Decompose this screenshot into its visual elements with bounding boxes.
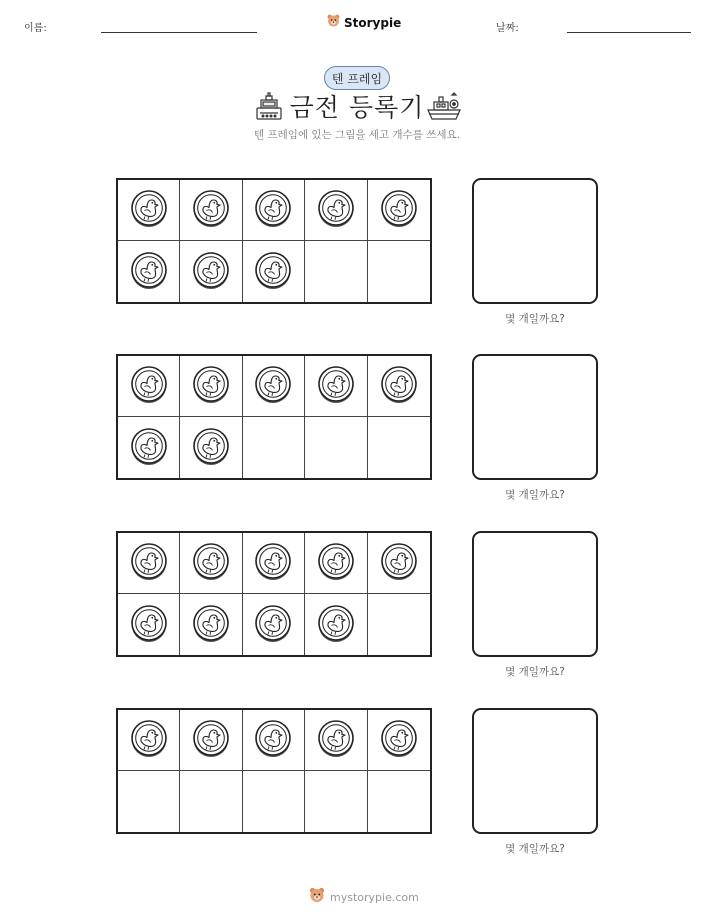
ten-frame-cell xyxy=(118,533,180,594)
name-label: 이름: xyxy=(24,23,47,34)
ten-frame-cell xyxy=(368,533,430,594)
duck-coin-icon xyxy=(379,541,419,585)
ten-frame-cell xyxy=(118,710,180,771)
ten-frame xyxy=(116,531,432,657)
answer-box[interactable] xyxy=(472,708,598,834)
ten-frame-cell xyxy=(243,533,305,594)
answer-box[interactable] xyxy=(472,531,598,657)
duck-coin-icon xyxy=(129,426,169,470)
ten-frame-cell xyxy=(180,771,242,832)
ten-frame-cell xyxy=(368,771,430,832)
ten-frame-cell xyxy=(180,710,242,771)
ten-frame xyxy=(116,178,432,304)
ten-frame-cell xyxy=(180,533,242,594)
ten-frame-cell xyxy=(305,771,367,832)
toy-boat-icon xyxy=(426,92,462,126)
duck-coin-icon xyxy=(379,718,419,762)
answer-box[interactable] xyxy=(472,354,598,480)
bear-logo-icon xyxy=(308,886,326,908)
bear-logo-icon xyxy=(326,13,341,32)
ten-frame-cell xyxy=(305,356,367,417)
ten-frame-cell xyxy=(243,180,305,241)
count-question: 몇 개일까요? xyxy=(505,843,565,855)
ten-frame xyxy=(116,354,432,480)
duck-coin-icon xyxy=(253,541,293,585)
duck-coin-icon xyxy=(253,364,293,408)
duck-coin-icon xyxy=(316,603,356,647)
duck-coin-icon xyxy=(129,250,169,294)
duck-coin-icon xyxy=(191,541,231,585)
ten-frame-badge: 텐 프레임 xyxy=(324,66,390,90)
duck-coin-icon xyxy=(316,718,356,762)
logo-text: Storypie xyxy=(344,15,402,30)
duck-coin-icon xyxy=(316,541,356,585)
answer-box[interactable] xyxy=(472,178,598,304)
ten-frame xyxy=(116,708,432,834)
ten-frame-cell xyxy=(180,180,242,241)
duck-coin-icon xyxy=(253,188,293,232)
count-question: 몇 개일까요? xyxy=(505,666,565,678)
count-question: 몇 개일까요? xyxy=(505,313,565,325)
footer xyxy=(308,886,419,908)
duck-coin-icon xyxy=(253,603,293,647)
ten-frame-cell xyxy=(118,180,180,241)
duck-coin-icon xyxy=(129,603,169,647)
ten-frame-cell xyxy=(118,241,180,302)
duck-coin-icon xyxy=(129,718,169,762)
duck-coin-icon xyxy=(191,718,231,762)
name-line[interactable] xyxy=(101,32,257,33)
ten-frame-cell xyxy=(118,356,180,417)
ten-frame-cell xyxy=(118,771,180,832)
date-label: 날짜: xyxy=(496,23,519,34)
duck-coin-icon xyxy=(129,541,169,585)
ten-frame-cell xyxy=(305,417,367,478)
ten-frame-cell xyxy=(243,241,305,302)
ten-frame-cell xyxy=(368,241,430,302)
date-line[interactable] xyxy=(567,32,691,33)
duck-coin-icon xyxy=(379,188,419,232)
duck-coin-icon xyxy=(191,426,231,470)
ten-frame-cell xyxy=(180,356,242,417)
ten-frame-cell xyxy=(368,710,430,771)
ten-frame-cell xyxy=(243,356,305,417)
ten-frame-cell xyxy=(118,594,180,655)
ten-frame-cell xyxy=(305,533,367,594)
page-title: 금전 등록기 xyxy=(289,93,425,122)
duck-coin-icon xyxy=(191,188,231,232)
ten-frame-cell xyxy=(243,417,305,478)
duck-coin-icon xyxy=(191,603,231,647)
duck-coin-icon xyxy=(129,364,169,408)
ten-frame-cell xyxy=(243,710,305,771)
ten-frame-cell xyxy=(180,417,242,478)
ten-frame-cell xyxy=(243,594,305,655)
duck-coin-icon xyxy=(316,188,356,232)
duck-coin-icon xyxy=(379,364,419,408)
duck-coin-icon xyxy=(253,250,293,294)
duck-coin-icon xyxy=(191,250,231,294)
ten-frame-cell xyxy=(368,417,430,478)
ten-frame-cell xyxy=(243,771,305,832)
cash-register-icon xyxy=(254,92,284,126)
count-question: 몇 개일까요? xyxy=(505,489,565,501)
footer-url[interactable]: mystorypie.com xyxy=(330,890,419,904)
duck-coin-icon xyxy=(253,718,293,762)
storypie-logo xyxy=(326,13,401,32)
ten-frame-cell xyxy=(305,710,367,771)
ten-frame-cell xyxy=(305,241,367,302)
ten-frame-cell xyxy=(118,417,180,478)
ten-frame-cell xyxy=(305,180,367,241)
instructions: 텐 프레임에 있는 그림을 세고 개수를 쓰세요. xyxy=(254,129,460,141)
ten-frame-cell xyxy=(368,180,430,241)
duck-coin-icon xyxy=(129,188,169,232)
duck-coin-icon xyxy=(191,364,231,408)
ten-frame-cell xyxy=(180,241,242,302)
ten-frame-cell xyxy=(368,356,430,417)
duck-coin-icon xyxy=(316,364,356,408)
ten-frame-cell xyxy=(305,594,367,655)
ten-frame-cell xyxy=(368,594,430,655)
ten-frame-cell xyxy=(180,594,242,655)
